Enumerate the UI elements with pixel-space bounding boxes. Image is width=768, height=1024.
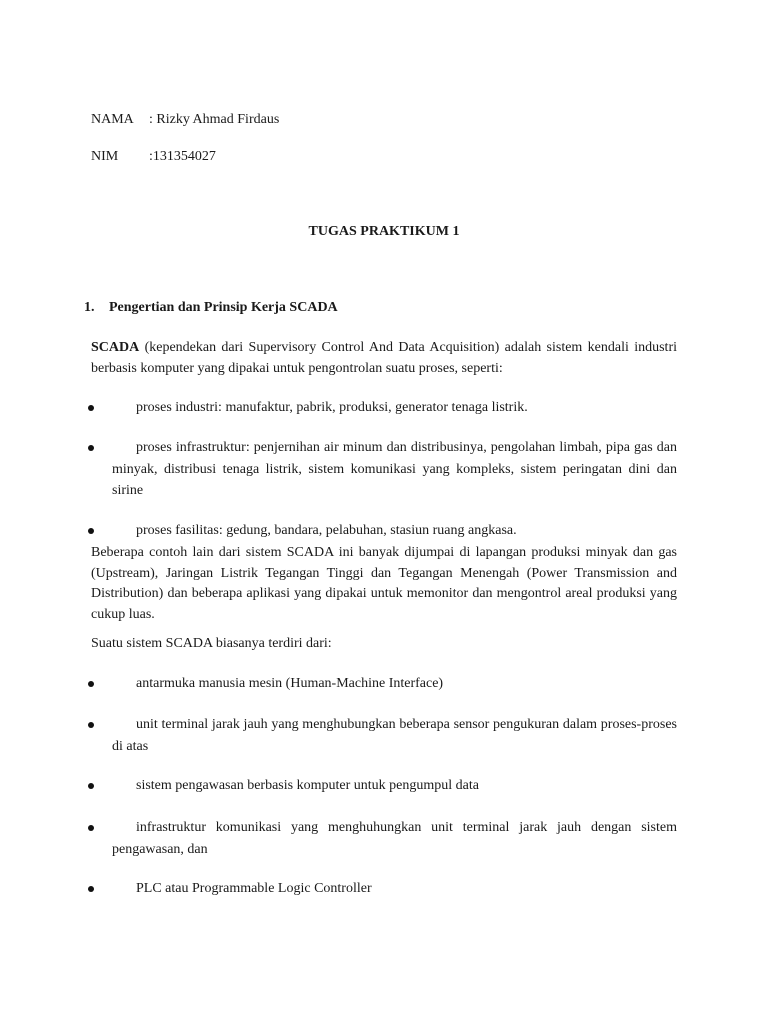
name-label: NAMA [91,112,134,127]
bullet-icon [88,528,94,534]
page-title: TUGAS PRAKTIKUM 1 [308,224,460,239]
paragraph-examples: Beberapa contoh lain dari sistem SCADA ini banyak dijumpai di lapangan produksi minyak dan gas (Upstream), Jaringan Listrik Tegangan Tinggi dan Tegangan Menengah (Power Transmission and Distribution) dan beberapa aplikasi yang dipakai untuk memonitor dan mengontrol areal produksi yang cukup luas. [91,545,677,622]
section-heading: Pengertian dan Prinsip Kerja SCADA [109,300,338,315]
intro-term: SCADA [91,340,140,355]
section-number: 1. [84,300,95,315]
list-item: sistem pengawasan berbasis komputer untuk pengumpul data [136,778,479,793]
bullet-icon [88,722,94,728]
intro-paragraph [91,337,677,379]
name-value: : Rizky Ahmad Firdaus [149,112,280,127]
list-item: antarmuka manusia mesin (Human-Machine Interface) [136,676,444,691]
nim-label: NIM [91,149,119,164]
list-item: proses infrastruktur: penjernihan air minum dan distribusinya, pengolahan limbah, pipa gas dan minyak, distribusi tenaga listrik, sistem komunikasi yang kompleks, sistem peringatan dini dan sirine [112,440,677,498]
nim-value: :131354027 [149,149,216,164]
bullet-icon [88,405,94,411]
bullet-icon [88,886,94,892]
list-item: proses industri: manufaktur, pabrik, produksi, generator tenaga listrik. [136,400,528,415]
bullet-icon [88,783,94,789]
paragraph-components-intro: Suatu sistem SCADA biasanya terdiri dari: [91,636,332,651]
bullet-icon [88,825,94,831]
bullet-icon [88,445,94,451]
list-item: unit terminal jarak jauh yang menghubungkan beberapa sensor pengukuran dalam proses-proses di atas [112,717,677,754]
intro-text: (kependekan dari Supervisory Control And Data Acquisition) adalah sistem kendali industri berbasis komputer yang dipakai untuk pengontrolan suatu proses, seperti: [91,340,677,376]
list-item: proses fasilitas: gedung, bandara, pelabuhan, stasiun ruang angkasa. [136,523,517,538]
list-item: infrastruktur komunikasi yang menghuhungkan unit terminal jarak jauh dengan sistem pengawasan, dan [112,820,677,857]
bullet-icon [88,681,94,687]
list-item: PLC atau Programmable Logic Controller [136,881,372,896]
